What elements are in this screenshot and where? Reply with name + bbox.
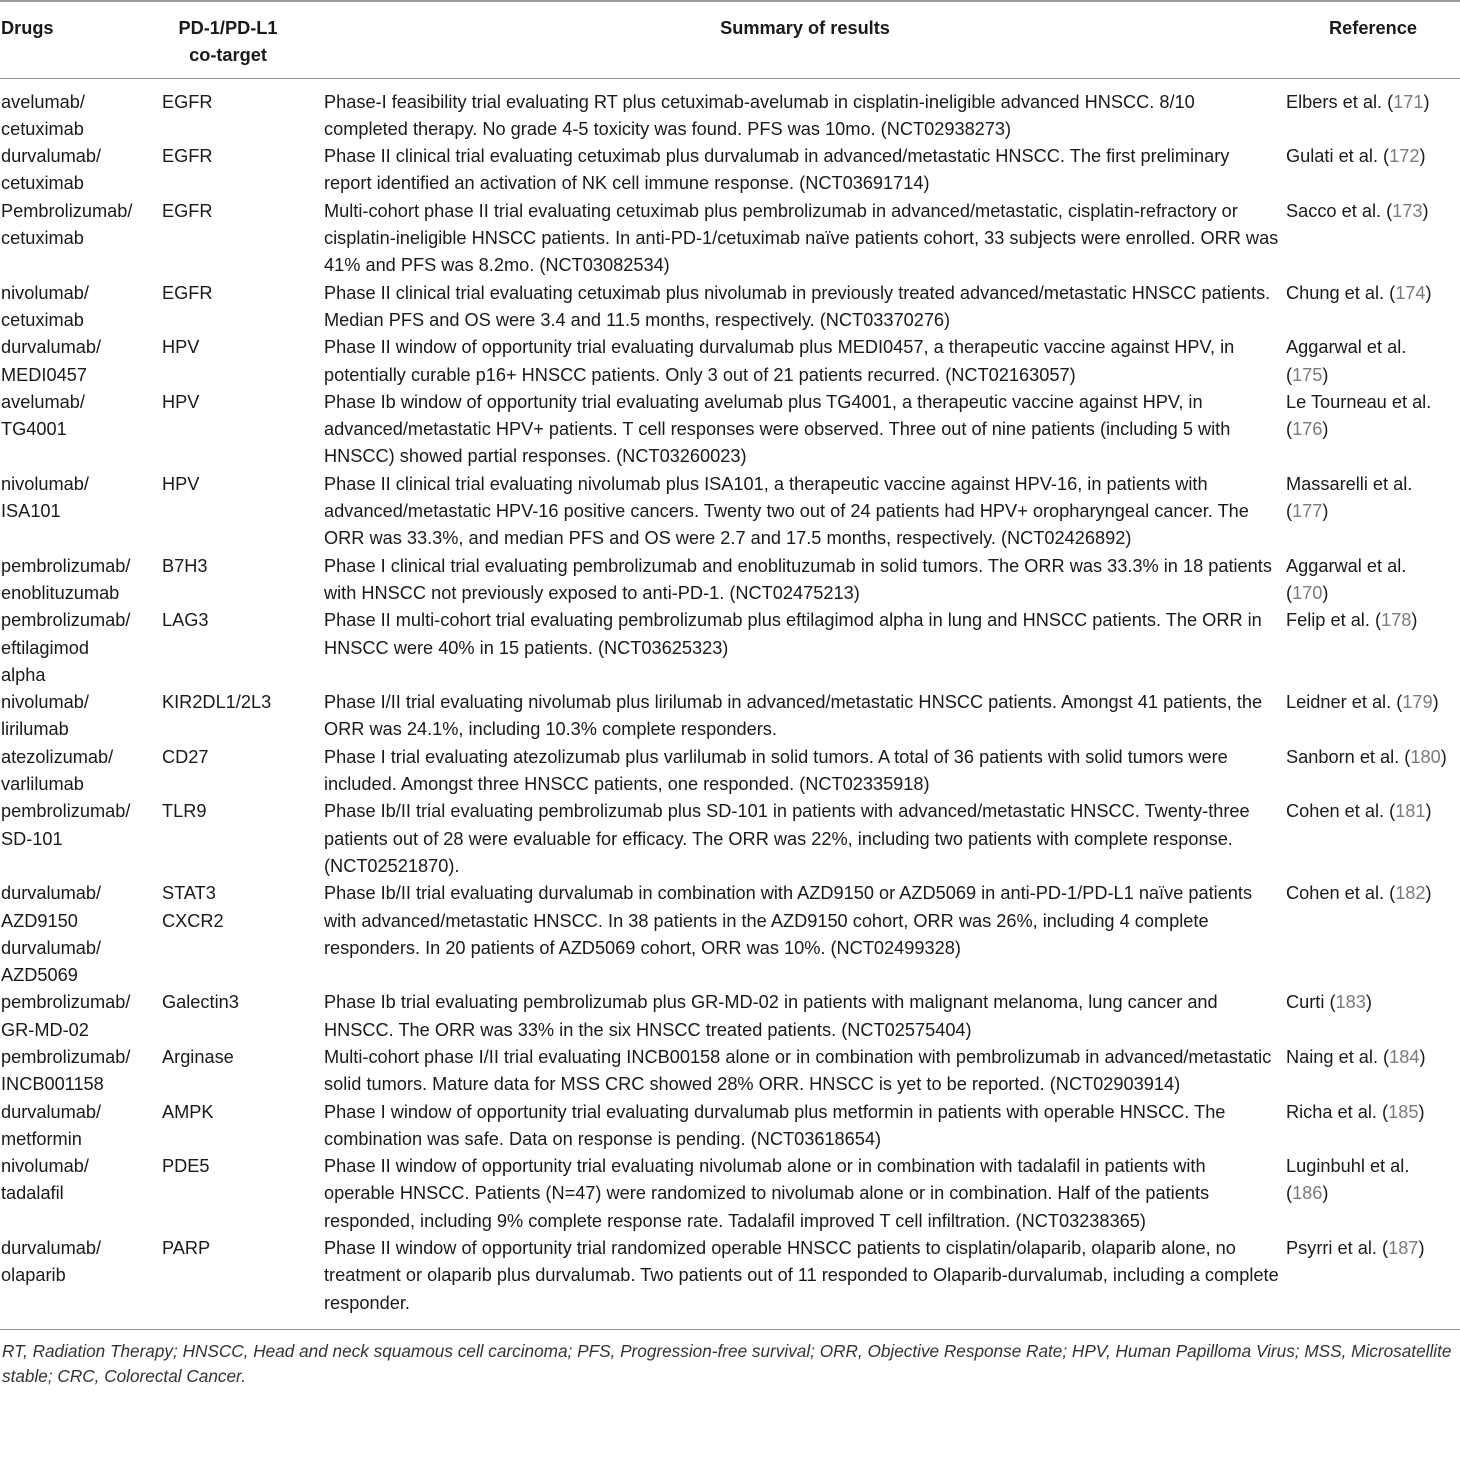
- cell-summary: Phase II clinical trial evaluating nivolumab plus ISA101, a therapeutic vaccine against HPV-16, in patients with advanced/metastatic HPV-16 positive cancers. Twenty two out of 24 patients had HPV+ oropharyngeal cancer. The ORR was 33.3%, and median PFS and OS were 2.7 and 17.5 months, respectively. (NCT02426892): [324, 473, 1249, 549]
- header-drugs: Drugs: [1, 18, 54, 38]
- header-co-target-line1: PD-1/PD-L1: [178, 18, 278, 38]
- reference-author: Felip et al. (: [1286, 610, 1382, 631]
- reference-author: Richa et al. (: [1286, 1101, 1389, 1122]
- reference-number-link[interactable]: 170: [1292, 582, 1323, 603]
- cell-summary: Phase Ib/II trial evaluating durvalumab in combination with AZD9150 or AZD5069 in anti-PD-1/PD-L1 naïve patients with advanced/metastatic HNSCC. In 38 patients in the AZD9150 cohort, ORR was 26%, including 4 complete responders. In 20 patients of AZD5069 cohort, ORR was 10%. (NCT02499328): [324, 883, 1253, 958]
- reference-close-paren: ): [1365, 992, 1372, 1013]
- reference-close-paren: ): [1440, 746, 1447, 767]
- cell-drugs: [0, 744, 162, 799]
- cell-co-target: [162, 471, 324, 553]
- co-target-name: LAG3: [162, 610, 209, 631]
- cell-drugs: [0, 389, 162, 471]
- cell-reference: [1286, 607, 1460, 689]
- drug-name: pembrolizumab/: [1, 555, 131, 576]
- co-target-name: AMPK: [162, 1101, 214, 1122]
- cell-co-target: [162, 280, 324, 335]
- drug-name: SD-101: [1, 828, 63, 849]
- drug-name: atezolizumab/: [1, 746, 114, 767]
- table-body: [0, 78, 1460, 1329]
- reference-close-paren: ): [1425, 883, 1432, 904]
- table-row: [0, 78, 1460, 143]
- reference-close-paren: ): [1411, 610, 1418, 631]
- co-target-name: TLR9: [162, 801, 207, 822]
- reference-close-paren: ): [1322, 582, 1329, 603]
- reference-close-paren: ): [1322, 364, 1329, 385]
- drug-name: TG4001: [1, 419, 67, 440]
- reference-close-paren: ): [1419, 146, 1426, 167]
- cell-summary: Phase II clinical trial evaluating cetuximab plus durvalumab in advanced/metastatic HNSCC. The first preliminary report identified an activation of NK cell immune response. (NCT03691714): [324, 146, 1230, 194]
- cell-summary: Phase II window of opportunity trial evaluating durvalumab plus MEDI0457, a therapeutic vaccine against HPV, in potentially curable p16+ HNSCC patients. Only 3 out of 21 patients recurred. (NCT02163057): [324, 337, 1235, 385]
- cell-summary: Phase-I feasibility trial evaluating RT plus cetuximab-avelumab in cisplatin-ineligible advanced HNSCC. 8/10 completed therapy. No grade 4-5 toxicity was found. PFS was 10mo. (NCT02938273): [324, 91, 1195, 139]
- drug-name: AZD9150: [1, 910, 78, 931]
- drug-name: durvalumab/: [1, 337, 102, 358]
- reference-number-link[interactable]: 175: [1292, 364, 1323, 385]
- co-target-name: EGFR: [162, 282, 213, 303]
- cell-drugs: [0, 607, 162, 689]
- reference-number-link[interactable]: 171: [1393, 91, 1424, 112]
- co-target-name: PARP: [162, 1238, 211, 1259]
- drug-name: Pembrolizumab/: [1, 200, 133, 221]
- reference-number-link[interactable]: 173: [1392, 200, 1423, 221]
- co-target-name: HPV: [162, 391, 200, 412]
- table-footnote: RT, Radiation Therapy; HNSCC, Head and neck squamous cell carcinoma; PFS, Progression-free survival; ORR, Objective Response Rate; HPV, Human Papilloma Virus; MSS, Microsatellite stable; CRC, Colorectal Cancer.: [2, 1340, 1452, 1386]
- reference-number-link[interactable]: 185: [1388, 1101, 1419, 1122]
- cell-drugs: [0, 78, 162, 143]
- reference-author: Cohen et al. (: [1286, 883, 1396, 904]
- cell-summary: Multi-cohort phase I/II trial evaluating INCB00158 alone or in combination with pembrolizumab in advanced/metastatic solid tumors. Mature data for MSS CRC showed 28% ORR. HNSCC is yet to be reported. (NCT02903914): [324, 1046, 1272, 1095]
- reference-number-link[interactable]: 177: [1292, 501, 1323, 522]
- reference-author: Leidner et al. (: [1286, 692, 1403, 713]
- reference-author: Naing et al. (: [1286, 1046, 1390, 1067]
- reference-author: Le Tourneau et al.: [1286, 391, 1432, 412]
- co-target-name: EGFR: [162, 146, 213, 167]
- drug-name: AZD5069: [1, 965, 78, 986]
- table-row: [0, 880, 1460, 989]
- reference-number-link[interactable]: 182: [1395, 883, 1426, 904]
- cell-reference: [1286, 471, 1460, 553]
- reference-author: Luginbuhl et al.: [1286, 1156, 1410, 1177]
- reference-author: Elbers et al. (: [1286, 91, 1394, 112]
- table-row: [0, 198, 1460, 280]
- drug-name: cetuximab: [1, 228, 84, 249]
- cell-co-target: [162, 744, 324, 799]
- reference-close-paren: ): [1419, 1046, 1426, 1067]
- reference-close-paren: ): [1425, 801, 1432, 822]
- co-target-name: STAT3: [162, 883, 216, 904]
- reference-close-paren: ): [1322, 1183, 1329, 1204]
- table-header: [0, 2, 1460, 78]
- cell-reference: [1286, 989, 1460, 1044]
- cell-summary: Phase I clinical trial evaluating pembrolizumab and enoblituzumab in solid tumors. The ORR was 33.3% in 18 patients with HNSCC not previously exposed to anti-PD-1. (NCT02475213): [324, 555, 1272, 603]
- drug-name: MEDI0457: [1, 364, 87, 385]
- header-co-target: [162, 2, 324, 78]
- reference-close-paren: ): [1432, 692, 1439, 713]
- drug-name: nivolumab/: [1, 282, 89, 303]
- cell-summary: Multi-cohort phase II trial evaluating cetuximab plus pembrolizumab in advanced/metastatic, cisplatin-refractory or cisplatin-ineligible HNSCC patients. In anti-PD-1/cetuximab naïve patients cohort, 33 subjects were enrolled. ORR was 41% and PFS was 8.2mo. (NCT03082534): [324, 200, 1279, 276]
- cell-drugs: [0, 689, 162, 744]
- reference-author: Chung et al. (: [1286, 282, 1396, 303]
- table-row: [0, 689, 1460, 744]
- reference-open-paren: (: [1286, 1183, 1293, 1204]
- cell-co-target: [162, 1235, 324, 1329]
- cell-drugs: [0, 143, 162, 198]
- co-target-name: PDE5: [162, 1156, 210, 1177]
- drug-name: olaparib: [1, 1265, 66, 1286]
- table-row: [0, 280, 1460, 335]
- drug-name: tadalafil: [1, 1183, 64, 1204]
- drug-name: INCB001158: [1, 1074, 104, 1095]
- reference-open-paren: (: [1286, 501, 1293, 522]
- drug-name: pembrolizumab/: [1, 610, 131, 631]
- header-summary: Summary of results: [720, 18, 890, 38]
- cell-drugs: [0, 553, 162, 608]
- reference-close-paren: ): [1418, 1101, 1425, 1122]
- reference-number-link[interactable]: 172: [1389, 146, 1420, 167]
- reference-author: Massarelli et al.: [1286, 473, 1413, 494]
- reference-number-link[interactable]: 178: [1381, 610, 1412, 631]
- header-reference: Reference: [1329, 18, 1417, 38]
- cell-drugs: [0, 880, 162, 989]
- drug-name: pembrolizumab/: [1, 801, 131, 822]
- table-row: [0, 798, 1460, 880]
- drug-name: durvalumab/: [1, 937, 102, 958]
- drug-name: lirilumab: [1, 719, 69, 740]
- drug-name: eftilagimod: [1, 637, 89, 658]
- cell-co-target: [162, 334, 324, 389]
- reference-number-link[interactable]: 174: [1395, 282, 1426, 303]
- reference-author: Cohen et al. (: [1286, 801, 1396, 822]
- cell-drugs: [0, 1044, 162, 1099]
- cell-co-target: [162, 1153, 324, 1235]
- cell-reference: [1286, 798, 1460, 880]
- cell-drugs: [0, 1235, 162, 1329]
- drug-name: nivolumab/: [1, 473, 89, 494]
- drug-name: nivolumab/: [1, 1156, 89, 1177]
- cell-drugs: [0, 280, 162, 335]
- reference-author: Aggarwal et al.: [1286, 555, 1407, 576]
- cell-reference: [1286, 1235, 1460, 1329]
- cell-co-target: [162, 389, 324, 471]
- cell-summary: Phase Ib trial evaluating pembrolizumab plus GR-MD-02 in patients with malignant melanoma, lung cancer and HNSCC. The ORR was 33% in the six HNSCC treated patients. (NCT02575404): [324, 992, 1218, 1040]
- reference-author: Gulati et al. (: [1286, 146, 1390, 167]
- cell-summary: Phase I trial evaluating atezolizumab plus varlilumab in solid tumors. A total of 36 patients with solid tumors were included. Amongst three HNSCC patients, one responded. (NCT02335918): [324, 746, 1228, 795]
- cell-co-target: [162, 989, 324, 1044]
- cell-co-target: [162, 553, 324, 608]
- cell-drugs: [0, 798, 162, 880]
- co-target-name: EGFR: [162, 91, 213, 112]
- cell-reference: [1286, 1153, 1460, 1235]
- drug-name: cetuximab: [1, 118, 84, 139]
- co-target-name: KIR2DL1/2L3: [162, 692, 272, 713]
- cell-reference: [1286, 1044, 1460, 1099]
- table-row: [0, 744, 1460, 799]
- reference-close-paren: ): [1322, 419, 1329, 440]
- cell-co-target: [162, 1099, 324, 1154]
- drug-name: durvalumab/: [1, 883, 102, 904]
- cell-co-target: [162, 198, 324, 280]
- co-target-name: Arginase: [162, 1046, 234, 1067]
- cell-co-target: [162, 143, 324, 198]
- cell-reference: [1286, 553, 1460, 608]
- cell-summary: Phase II window of opportunity trial randomized operable HNSCC patients to cisplatin/olaparib, olaparib alone, no treatment or olaparib plus durvalumab. Two patients out of 11 responded to Olaparib-durvalumab, including a complete responder.: [324, 1238, 1279, 1313]
- cell-co-target: [162, 689, 324, 744]
- drug-name: avelumab/: [1, 91, 85, 112]
- drug-name: GR-MD-02: [1, 1019, 89, 1040]
- drug-name: durvalumab/: [1, 1101, 102, 1122]
- drug-name: nivolumab/: [1, 692, 89, 713]
- drug-name: metformin: [1, 1128, 82, 1149]
- co-target-name: HPV: [162, 337, 200, 358]
- cell-summary: Phase I window of opportunity trial evaluating durvalumab plus metformin in patients with operable HNSCC. The combination was safe. Data on response is pending. (NCT03618654): [324, 1101, 1226, 1149]
- cell-reference: [1286, 389, 1460, 471]
- cell-reference: [1286, 198, 1460, 280]
- reference-number-link[interactable]: 176: [1292, 419, 1323, 440]
- co-target-name: CXCR2: [162, 910, 224, 931]
- reference-open-paren: (: [1286, 419, 1293, 440]
- header-co-target-line2: co-target: [189, 45, 267, 66]
- cell-summary: Phase I/II trial evaluating nivolumab plus lirilumab in advanced/metastatic HNSCC patients. Amongst 41 patients, the ORR was 24.1%, including 10.3% complete responders.: [324, 692, 1263, 740]
- reference-close-paren: ): [1322, 501, 1329, 522]
- cell-drugs: [0, 1099, 162, 1154]
- reference-number-link[interactable]: 184: [1389, 1046, 1420, 1067]
- drug-name: avelumab/: [1, 391, 85, 412]
- reference-number-link[interactable]: 180: [1410, 746, 1441, 767]
- co-target-name: HPV: [162, 473, 200, 494]
- table-row: [0, 1099, 1460, 1154]
- cell-drugs: [0, 1153, 162, 1235]
- cell-reference: [1286, 334, 1460, 389]
- cell-summary: Phase Ib window of opportunity trial evaluating avelumab plus TG4001, a therapeutic vaccine against HPV, in advanced/metastatic HPV+ patients. T cell responses were observed. Three out of nine patients (including 5 with HNSCC) showed partial responses. (NCT03260023): [324, 391, 1231, 467]
- drug-name: cetuximab: [1, 173, 84, 194]
- cell-co-target: [162, 1044, 324, 1099]
- reference-author: Sacco et al. (: [1286, 200, 1393, 221]
- reference-close-paren: ): [1423, 91, 1430, 112]
- co-target-name: CD27: [162, 746, 209, 767]
- cell-co-target: [162, 880, 324, 989]
- drug-name: durvalumab/: [1, 1238, 102, 1259]
- table-row: [0, 471, 1460, 553]
- co-target-name: B7H3: [162, 555, 208, 576]
- cell-reference: [1286, 280, 1460, 335]
- trials-table: [0, 2, 1460, 1329]
- cell-summary: Phase II window of opportunity trial evaluating nivolumab alone or in combination with tadalafil in patients with operable HNSCC. Patients (N=47) were randomized to nivolumab alone or in combination. Half of the patients responded, including 9% complete response rate. Tadalafil improved T cell infiltration. (NCT03238365): [324, 1156, 1210, 1231]
- reference-number-link[interactable]: 179: [1402, 692, 1433, 713]
- cell-drugs: [0, 989, 162, 1044]
- reference-author: Sanborn et al. (: [1286, 746, 1411, 767]
- drug-name: enoblituzumab: [1, 582, 120, 603]
- table-row: [0, 389, 1460, 471]
- drug-name: varlilumab: [1, 774, 84, 795]
- reference-open-paren: (: [1286, 582, 1293, 603]
- table-row: [0, 1153, 1460, 1235]
- reference-number-link[interactable]: 181: [1395, 801, 1426, 822]
- cell-co-target: [162, 78, 324, 143]
- table-row: [0, 1235, 1460, 1329]
- table-row: [0, 1044, 1460, 1099]
- reference-number-link[interactable]: 187: [1388, 1238, 1419, 1259]
- reference-number-link[interactable]: 186: [1292, 1183, 1323, 1204]
- reference-close-paren: ): [1422, 200, 1429, 221]
- reference-close-paren: ): [1418, 1238, 1425, 1259]
- table-row: [0, 989, 1460, 1044]
- cell-drugs: [0, 334, 162, 389]
- cell-drugs: [0, 471, 162, 553]
- cell-summary: Phase Ib/II trial evaluating pembrolizumab plus SD-101 in patients with advanced/metastatic HNSCC. Twenty-three patients out of 28 were evaluable for efficacy. The ORR was 22%, including two patients with complete response. (NCT02521870).: [324, 801, 1250, 876]
- cell-drugs: [0, 198, 162, 280]
- reference-author: Aggarwal et al.: [1286, 337, 1407, 358]
- cell-co-target: [162, 607, 324, 689]
- cell-reference: [1286, 78, 1460, 143]
- table-row: [0, 607, 1460, 689]
- table-row: [0, 143, 1460, 198]
- reference-author: Curti (: [1286, 992, 1336, 1013]
- cell-reference: [1286, 880, 1460, 989]
- co-target-name: EGFR: [162, 200, 213, 221]
- drug-name: alpha: [1, 664, 46, 685]
- drug-name: pembrolizumab/: [1, 992, 131, 1013]
- co-target-name: Galectin3: [162, 992, 239, 1013]
- cell-summary: Phase II clinical trial evaluating cetuximab plus nivolumab in previously treated advanced/metastatic HNSCC patients. Median PFS and OS were 3.4 and 11.5 months, respectively. (NCT03370276): [324, 282, 1271, 330]
- reference-open-paren: (: [1286, 364, 1293, 385]
- drug-name: pembrolizumab/: [1, 1046, 131, 1067]
- table-row: [0, 334, 1460, 389]
- cell-summary: Phase II multi-cohort trial evaluating pembrolizumab plus eftilagimod alpha in lung and HNSCC patients. The ORR in HNSCC were 40% in 15 patients. (NCT03625323): [324, 610, 1262, 658]
- drug-name: durvalumab/: [1, 146, 102, 167]
- reference-close-paren: ): [1425, 282, 1432, 303]
- drug-name: cetuximab: [1, 309, 84, 330]
- cell-reference: [1286, 744, 1460, 799]
- cell-reference: [1286, 689, 1460, 744]
- cell-reference: [1286, 1099, 1460, 1154]
- reference-number-link[interactable]: 183: [1335, 992, 1366, 1013]
- table-row: [0, 553, 1460, 608]
- drug-name: ISA101: [1, 501, 61, 522]
- cell-co-target: [162, 798, 324, 880]
- reference-author: Psyrri et al. (: [1286, 1238, 1389, 1259]
- cell-reference: [1286, 143, 1460, 198]
